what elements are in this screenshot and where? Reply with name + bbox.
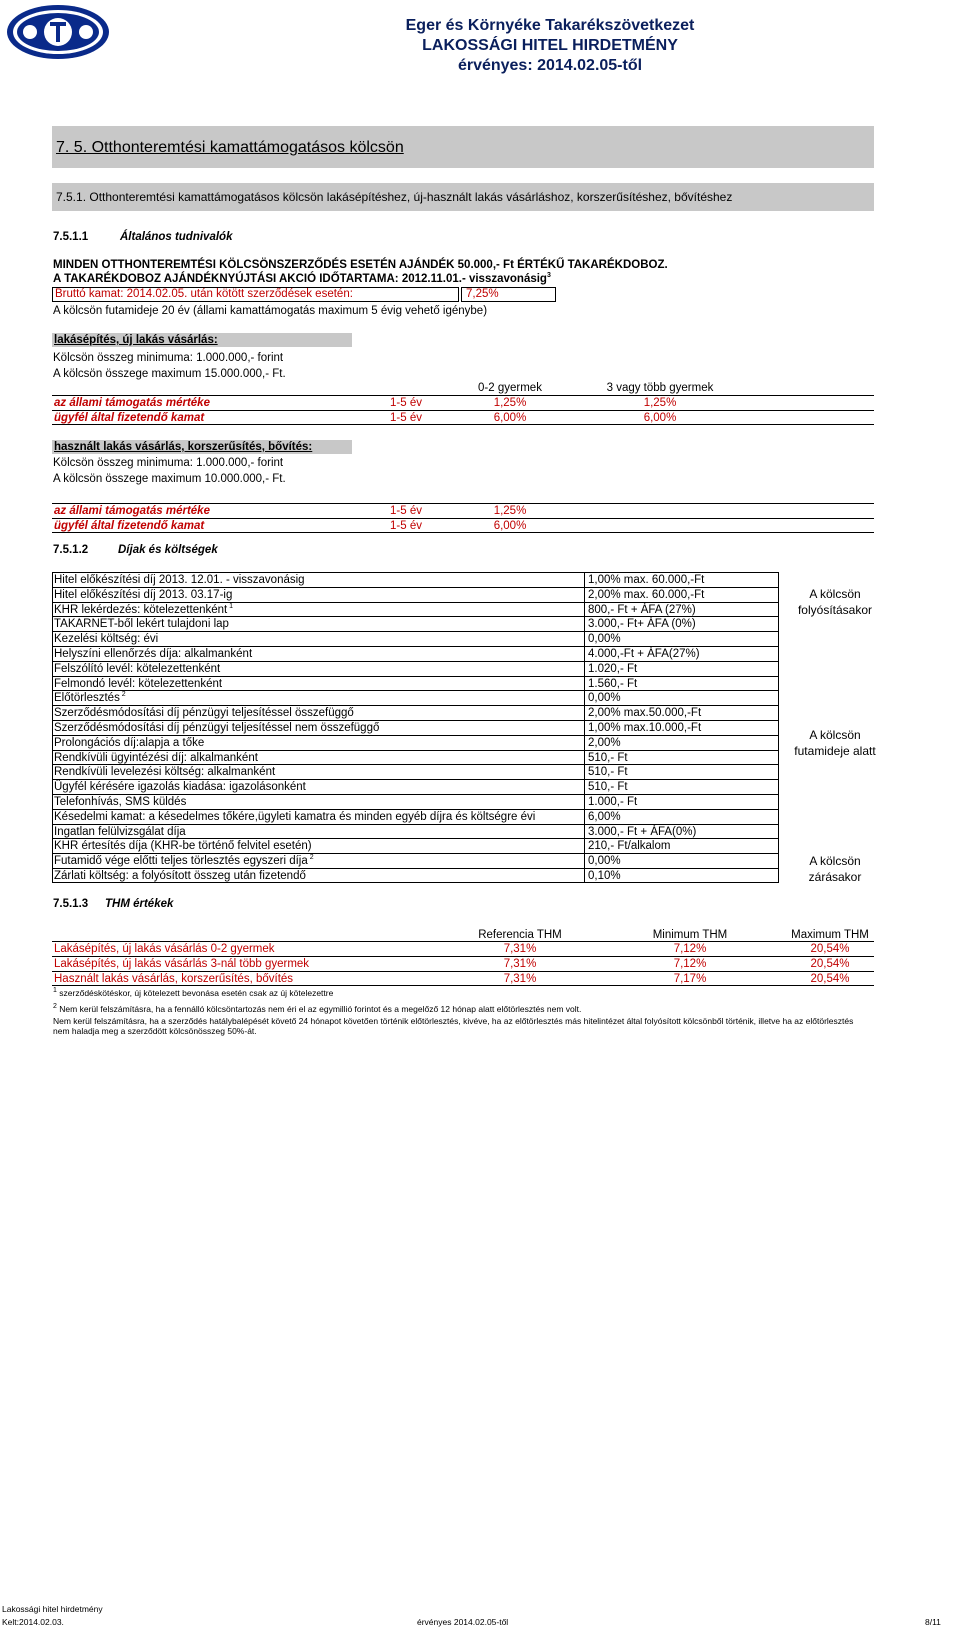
fee-label: Helyszíni ellenőrzés díja: alkalmanként — [54, 648, 253, 660]
row-period: 1-5 év — [390, 412, 422, 424]
fee-label: Ingatlan felülvizsgálat díja — [54, 825, 186, 838]
footer-page: 8/11 — [925, 1617, 941, 1627]
org-name: Eger és Környéke Takarékszövetkezet — [405, 17, 695, 34]
fee-label: Szerződésmódosítási díj pénzügyi teljesítéssel összefüggő — [54, 707, 354, 720]
thm-label: Használt lakás vásárlás, korszerűsítés, bővítés — [54, 973, 294, 985]
new-home-col-2: 3 vagy több gyermek — [606, 382, 714, 394]
table-row — [52, 809, 778, 824]
thm-table — [52, 941, 874, 987]
fee-value: 0,10% — [588, 870, 621, 882]
fees-title: Díjak és költségek — [118, 544, 218, 556]
fee-label: Hitel előkészítési díj 2013. 03.17-ig — [54, 588, 233, 601]
table-row — [52, 631, 778, 646]
promo-line-2: A TAKARÉKDOBOZ AJÁNDÉKNYÚJTÁSI AKCIÓ IDŐTARTAMA: 2012.11.01.- visszavonásig$^3$ — [53, 272, 551, 285]
table-row — [52, 705, 778, 720]
used-home-max: A kölcsön összege maximum 10.000.000,- Ft. — [53, 473, 286, 485]
row-value: 6,00% — [493, 412, 527, 424]
row-value: 1,25% — [643, 397, 677, 409]
table-row — [52, 868, 778, 883]
fee-label: Előtörlesztés $^2$ — [54, 691, 126, 705]
rate-value: 7,25% — [466, 288, 499, 300]
fee-label: Rendkívüli ügyintézési díj: alkalmanként — [54, 751, 258, 764]
fee-label: Futamidő vége előtti teljes törlesztés egyszeri díja $^2$ — [54, 854, 314, 868]
fee-value: 800,- Ft + ÁFA (27%) — [588, 603, 696, 616]
footnote-2: $^2$ Nem kerül felszámításra, ha a fennálló kölcsöntartozás nem éri el az egymillió forintot és a megelőző 12 hónap alatt előtörlesztés nem volt. — [53, 1003, 582, 1014]
table-row — [52, 956, 874, 971]
fees-note-closing — [780, 853, 890, 885]
document-title: LAKOSSÁGI HITEL HIRDETMÉNY — [422, 37, 678, 54]
table-row: ügyfél által fizetendő kamat — [54, 520, 205, 532]
thm-col-min: Minimum THM — [652, 929, 728, 941]
fee-value: 1,00% max.10.000,-Ft — [588, 722, 702, 734]
fees-note-disbursement — [780, 586, 890, 618]
general-title: Általános tudnivalók — [120, 231, 233, 243]
table-row: ügyfél által fizetendő kamat — [54, 412, 205, 424]
table-row — [52, 838, 778, 853]
thm-min: 7,12% — [673, 943, 707, 955]
new-home-title: lakásépítés, új lakás vásárlás: — [54, 334, 218, 346]
note-line: futamideje alatt — [794, 744, 876, 758]
fee-label: KHR lekérdezés: kötelezettenként $^1$ — [54, 602, 234, 616]
new-home-max: A kölcsön összege maximum 15.000.000,- Ft. — [53, 368, 286, 380]
fee-value: 510,- Ft — [588, 751, 628, 764]
fee-value: 1.560,- Ft — [588, 677, 638, 690]
row-value: 6,00% — [493, 520, 527, 532]
fee-label: Szerződésmódosítási díj pénzügyi teljesítéssel nem összefüggő — [54, 722, 380, 734]
table-row — [52, 616, 778, 631]
note-line: folyósításakor — [797, 603, 873, 617]
table-row: az állami támogatás mértéke — [54, 397, 210, 409]
fees-table — [52, 572, 874, 884]
table-row — [52, 971, 874, 986]
row-value: 1,25% — [493, 397, 527, 409]
rate-label: Bruttó kamat: 2014.02.05. után kötött szerződések esetén: — [55, 288, 353, 300]
table-row — [52, 720, 778, 735]
row-value: 6,00% — [643, 412, 677, 424]
thm-label: Lakásépítés, új lakás vásárlás 0-2 gyermek — [54, 943, 275, 955]
fee-value: 3.000,- Ft + ÁFA(0%) — [588, 825, 697, 838]
fees-note-term — [780, 727, 890, 759]
thm-max: 20,54% — [810, 943, 850, 955]
table-row — [52, 661, 778, 676]
table-row — [52, 602, 778, 617]
fee-value: 510,- Ft — [588, 766, 628, 779]
note-line: A kölcsön — [809, 854, 861, 868]
fee-value: 6,00% — [588, 810, 621, 823]
table-row — [52, 853, 778, 868]
thm-number: 7.5.1.3 — [53, 898, 89, 910]
new-home-col-1: 0-2 gyermek — [478, 382, 542, 394]
footnote-1: $^1$ szerződéskötéskor, új kötelezett bevonása esetén csak az új kötelezettre — [53, 987, 334, 998]
fee-label: Felszólító levél: kötelezettenként — [54, 662, 221, 675]
table-row — [52, 690, 778, 705]
thm-col-max: Maximum THM — [791, 929, 869, 941]
footnote-2-end: nem haladja meg a szerződött kölcsönösszeg 50%-át. — [53, 1026, 257, 1036]
table-row — [52, 941, 874, 956]
thm-label: Lakásépítés, új lakás vásárlás 3-nál több gyermek — [54, 958, 310, 970]
fee-label: Felmondó levél: kötelezettenként — [54, 677, 223, 690]
thm-title: THM értékek — [105, 898, 174, 910]
section-subtitle: 7.5.1. Otthonteremtési kamattámogatásos kölcsön lakásépítéshez, új-használt lakás vásárláshoz, korszerűsítéshez, bővítéshez — [56, 190, 733, 204]
section-title: 7. 5. Otthonteremtési kamattámogatásos kölcsön — [56, 139, 404, 156]
fee-value: 2,00% max.50.000,-Ft — [588, 707, 702, 720]
fee-label: Prolongációs díj:alapja a tőke — [54, 736, 205, 749]
fee-label: Kezelési költség: évi — [54, 633, 159, 646]
fee-label: KHR értesítés díja (KHR-be történő felvitel esetén) — [54, 840, 312, 853]
fee-label: Rendkívüli levelezési költség: alkalmanként — [54, 766, 276, 779]
validity-date: érvényes: 2014.02.05-től — [457, 57, 643, 74]
fee-label: TAKARNET-ből lekért tulajdoni lap — [54, 618, 229, 631]
fee-value: 1.020,- Ft — [588, 662, 638, 675]
table-row: az állami támogatás mértéke — [54, 505, 210, 517]
table-row — [52, 779, 778, 794]
row-period: 1-5 év — [390, 397, 422, 409]
footnote-2-continued: Nem kerül felszámításra, ha a szerződés hatálybalépését követő 24 hónapot követően történik előtörlesztés, kivéve, ha az előtörlesztés más hitelintézet által folyósított kölcsönből történik, illetve ha az előtörlesztés — [53, 1016, 854, 1026]
fee-value: 3.000,- Ft+ ÁFA (0%) — [588, 618, 696, 631]
row-value: 1,25% — [493, 505, 527, 517]
term-text: A kölcsön futamideje 20 év (állami kamattámogatás maximum 5 évig vehető igénybe) — [53, 305, 488, 317]
thm-min: 7,12% — [673, 958, 707, 970]
table-row — [52, 676, 778, 691]
table-row — [52, 824, 778, 839]
general-number: 7.5.1.1 — [53, 231, 89, 243]
note-line: A kölcsön — [809, 587, 861, 601]
fee-label: Késedelmi kamat: a késedelmes tőkére,ügyleti kamatra és minden egyéb díjra és költségre évi — [54, 810, 536, 823]
fees-number: 7.5.1.2 — [53, 544, 89, 556]
thm-max: 20,54% — [810, 973, 850, 985]
fee-value: 2,00% — [588, 736, 621, 749]
table-row — [52, 646, 778, 661]
promo-line-1: MINDEN OTTHONTEREMTÉSI KÖLCSÖNSZERZŐDÉS ESETÉN AJÁNDÉK 50.000,- Ft ÉRTÉKŰ TAKARÉKDOBOZ. — [53, 259, 668, 271]
fee-value: 2,00% max. 60.000,-Ft — [588, 588, 705, 601]
table-row — [52, 794, 778, 809]
table-row — [52, 764, 778, 779]
fee-label: Zárlati költség: a folyósított összeg után fizetendő — [54, 870, 306, 882]
row-period: 1-5 év — [390, 505, 422, 517]
fee-value: 210,- Ft/alkalom — [588, 840, 671, 853]
fee-value: 1.000,- Ft — [588, 796, 638, 808]
fee-label: Ügyfél kérésére igazolás kiadása: igazolásonként — [54, 781, 306, 794]
note-line: A kölcsön — [809, 728, 861, 742]
thm-ref: 7,31% — [503, 943, 537, 955]
fee-label: Hitel előkészítési díj 2013. 12.01. - visszavonásig — [54, 574, 305, 586]
footer-valid: érvényes 2014.02.05-től — [417, 1617, 509, 1627]
used-home-min: Kölcsön összeg minimuma: 1.000.000,- forint — [53, 457, 284, 469]
fee-value: 1,00% max. 60.000,-Ft — [588, 574, 705, 586]
fee-value: 510,- Ft — [588, 781, 628, 794]
new-home-min: Kölcsön összeg minimuma: 1.000.000,- forint — [53, 352, 284, 364]
logo — [6, 4, 110, 60]
thm-ref: 7,31% — [503, 958, 537, 970]
used-home-title: használt lakás vásárlás, korszerűsítés, bővítés: — [54, 441, 313, 453]
table-vline — [778, 572, 779, 883]
thm-ref: 7,31% — [503, 973, 537, 985]
thm-max: 20,54% — [810, 958, 850, 970]
table-row — [52, 572, 778, 587]
fee-value: 4.000,-Ft + ÁFA(27%) — [588, 648, 700, 660]
footer-doc-name: Lakossági hitel hirdetmény — [2, 1604, 103, 1614]
fee-value: 0,00% — [588, 633, 621, 646]
row-period: 1-5 év — [390, 520, 422, 532]
table-row — [52, 735, 778, 750]
table-row — [52, 587, 778, 602]
fee-label: Telefonhívás, SMS küldés — [54, 796, 187, 808]
fee-value: 0,00% — [588, 855, 621, 868]
thm-col-ref: Referencia THM — [478, 929, 562, 941]
footer-date: Kelt:2014.02.03. — [2, 1617, 64, 1627]
note-line: zárásakor — [808, 870, 862, 884]
table-row — [52, 750, 778, 765]
thm-min: 7,17% — [673, 973, 707, 985]
fee-value: 0,00% — [588, 692, 621, 705]
